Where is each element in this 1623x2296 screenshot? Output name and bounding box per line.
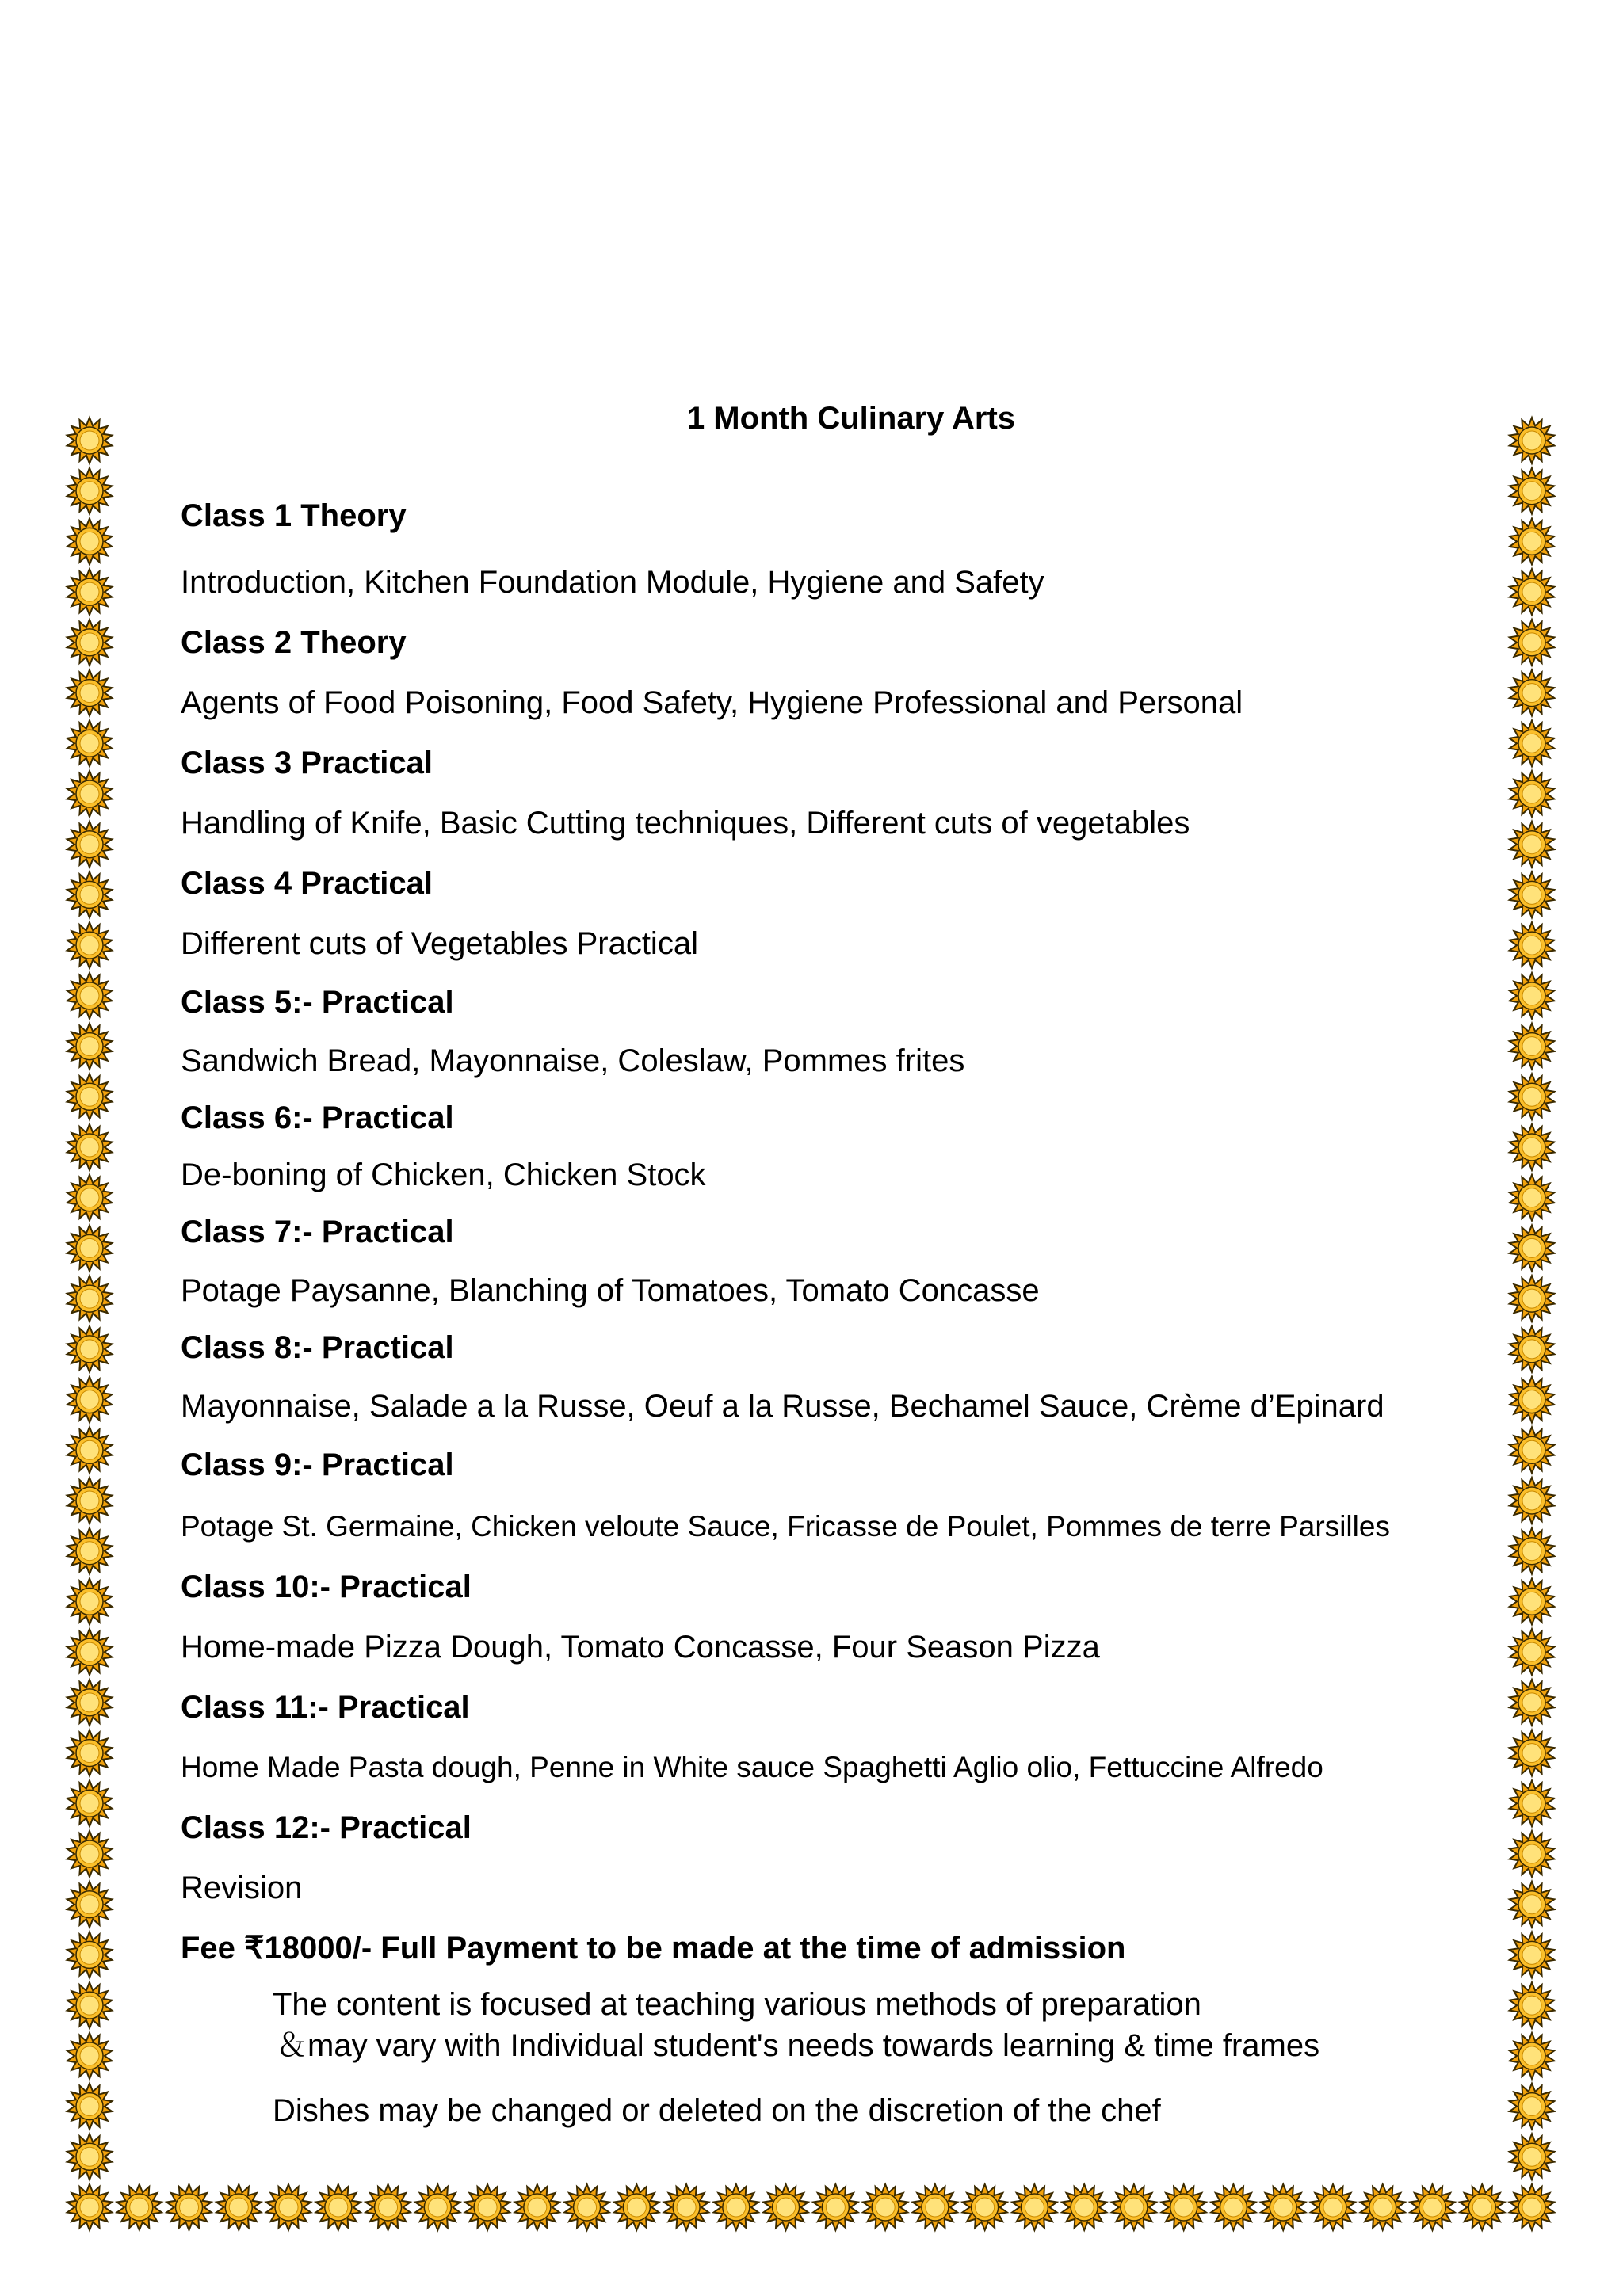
sun-icon	[67, 2033, 113, 2079]
class-5-content: Sandwich Bread, Mayonnaise, Coleslaw, Pommes frites	[181, 1043, 965, 1078]
sun-icon	[67, 1831, 113, 1877]
sun-icon	[1510, 1175, 1555, 1221]
sun-icon	[67, 1982, 113, 2028]
sun-icon	[1510, 518, 1555, 564]
sun-icon	[465, 2184, 510, 2230]
sun-icon	[67, 670, 113, 716]
note-1-line-1: The content is focused at teaching various methods of preparation	[273, 1987, 1201, 2022]
sun-icon	[1062, 2184, 1107, 2230]
sun-icon	[67, 1780, 113, 1826]
class-3-heading: Class 3 Practical	[181, 746, 433, 780]
sun-icon	[1510, 2084, 1555, 2130]
class-10-heading: Class 10:- Practical	[181, 1569, 472, 1604]
sun-icon	[67, 1326, 113, 1372]
page-title: 1 Month Culinary Arts	[686, 401, 1016, 436]
note-1-line-2: ＆may vary with Individual student's needs towards learning & time frames	[276, 2028, 1320, 2063]
sun-icon	[67, 822, 113, 868]
sun-icon	[962, 2184, 1007, 2230]
sun-icon	[1410, 2184, 1455, 2230]
sun-icon	[1510, 1982, 1555, 2028]
sun-icon	[1510, 1629, 1555, 1675]
sun-icon	[67, 1377, 113, 1423]
sun-icon	[1510, 1225, 1555, 1271]
sun-icon	[1510, 670, 1555, 716]
sun-icon	[67, 518, 113, 564]
sun-icon	[1510, 569, 1555, 615]
sun-icon	[1510, 1831, 1555, 1877]
sun-icon	[664, 2184, 709, 2230]
sun-icon	[1510, 620, 1555, 666]
class-10-content: Home-made Pizza Dough, Tomato Concasse, Four Season Pizza	[181, 1630, 1100, 1665]
class-11-content: Home Made Pasta dough, Penne in White sauce Spaghetti Aglio olio, Fettuccine Alfredo	[181, 1751, 1323, 1783]
sun-icon	[1510, 2033, 1555, 2079]
sun-icon	[117, 2184, 162, 2230]
sun-icon	[813, 2184, 858, 2230]
sun-icon	[1510, 468, 1555, 514]
sun-icon	[1510, 1478, 1555, 1524]
sun-icon	[67, 1629, 113, 1675]
class-2-heading: Class 2 Theory	[181, 625, 407, 660]
sun-icon	[515, 2184, 560, 2230]
class-7-heading: Class 7:- Practical	[181, 1215, 454, 1249]
sun-icon	[1510, 1578, 1555, 1624]
sun-icon	[1510, 1074, 1555, 1119]
sun-icon	[67, 973, 113, 1019]
sun-icon	[1012, 2184, 1057, 2230]
sun-icon	[67, 620, 113, 666]
sun-icon	[1261, 2184, 1306, 2230]
sun-icon	[1510, 1326, 1555, 1372]
sun-icon	[1361, 2184, 1406, 2230]
sun-icon	[564, 2184, 609, 2230]
note-2-line-1: Dishes may be changed or deleted on the discretion of the chef	[273, 2093, 1161, 2128]
class-5-heading: Class 5:- Practical	[181, 985, 454, 1020]
sun-icon	[1510, 922, 1555, 968]
sun-icon	[1510, 1528, 1555, 1574]
sun-icon	[67, 1074, 113, 1119]
sun-icon	[763, 2184, 808, 2230]
sun-icon	[1510, 871, 1555, 917]
sun-icon	[266, 2184, 311, 2230]
sun-icon	[67, 871, 113, 917]
sun-icon	[67, 1124, 113, 1170]
sun-icon	[1510, 771, 1555, 817]
sun-icon	[1510, 1882, 1555, 1928]
sun-icon	[1161, 2184, 1206, 2230]
sun-icon	[67, 1478, 113, 1524]
sun-icon	[365, 2184, 411, 2230]
class-2-content: Agents of Food Poisoning, Food Safety, Hygiene Professional and Personal	[181, 685, 1243, 720]
class-3-content: Handling of Knife, Basic Cutting techniques, Different cuts of vegetables	[181, 806, 1190, 841]
sun-icon	[67, 1024, 113, 1070]
sun-icon	[1510, 1024, 1555, 1070]
class-9-content: Potage St. Germaine, Chicken veloute Sauce, Fricasse de Poulet, Pommes de terre Parsilles	[181, 1510, 1390, 1543]
sun-icon	[913, 2184, 958, 2230]
class-1-heading: Class 1 Theory	[181, 498, 407, 533]
sun-icon	[1510, 1377, 1555, 1423]
class-8-heading: Class 8:- Practical	[181, 1330, 454, 1365]
sun-icon	[67, 2084, 113, 2130]
sun-icon	[1510, 2134, 1555, 2180]
class-4-heading: Class 4 Practical	[181, 866, 433, 901]
sun-icon	[67, 1427, 113, 1473]
sun-icon	[216, 2184, 262, 2230]
sun-icon	[1460, 2184, 1505, 2230]
sun-icon	[1112, 2184, 1157, 2230]
sun-icon	[67, 569, 113, 615]
sun-icon	[614, 2184, 659, 2230]
sun-icon	[1311, 2184, 1356, 2230]
class-8-content: Mayonnaise, Salade a la Russe, Oeuf a la Russe, Bechamel Sauce, Crème d’Epinard	[181, 1389, 1384, 1424]
sun-icon	[67, 1225, 113, 1271]
sun-icon	[67, 1175, 113, 1221]
sun-icon	[1510, 973, 1555, 1019]
class-4-content: Different cuts of Vegetables Practical	[181, 926, 698, 961]
sun-icon	[1510, 720, 1555, 766]
sun-icon	[1211, 2184, 1256, 2230]
sun-icon	[67, 1932, 113, 1978]
sun-icon	[67, 468, 113, 514]
class-12-heading: Class 12:- Practical	[181, 1810, 472, 1845]
sun-icon	[863, 2184, 908, 2230]
class-6-heading: Class 6:- Practical	[181, 1100, 454, 1135]
fee-statement: Fee ₹18000/- Full Payment to be made at the time of admission	[181, 1931, 1126, 1966]
sun-icon	[67, 2184, 113, 2230]
sun-icon	[67, 720, 113, 766]
sun-icon	[1510, 2184, 1555, 2230]
sun-icon	[1510, 1276, 1555, 1322]
sun-icon	[67, 922, 113, 968]
sun-icon	[1510, 1680, 1555, 1726]
sun-icon	[67, 1882, 113, 1928]
sun-icon	[1510, 1780, 1555, 1826]
sun-icon	[1510, 822, 1555, 868]
sun-icon	[67, 2134, 113, 2180]
sun-icon	[1510, 1730, 1555, 1776]
sun-icon	[67, 1680, 113, 1726]
sun-icon	[67, 1528, 113, 1574]
sun-icon	[1510, 1124, 1555, 1170]
sun-icon	[415, 2184, 460, 2230]
class-9-heading: Class 9:- Practical	[181, 1447, 454, 1482]
sun-icon	[67, 1578, 113, 1624]
sun-icon	[316, 2184, 361, 2230]
class-1-content: Introduction, Kitchen Foundation Module, Hygiene and Safety	[181, 565, 1044, 600]
class-7-content: Potage Paysanne, Blanching of Tomatoes, Tomato Concasse	[181, 1273, 1040, 1308]
sun-icon	[1510, 1427, 1555, 1473]
sun-icon	[67, 771, 113, 817]
sun-icon	[166, 2184, 212, 2230]
sun-icon	[67, 1276, 113, 1322]
class-6-content: De-boning of Chicken, Chicken Stock	[181, 1158, 706, 1192]
sun-icon	[714, 2184, 759, 2230]
sun-icon	[67, 1730, 113, 1776]
class-12-content: Revision	[181, 1871, 303, 1905]
class-11-heading: Class 11:- Practical	[181, 1690, 470, 1725]
sun-icon	[1510, 1932, 1555, 1978]
